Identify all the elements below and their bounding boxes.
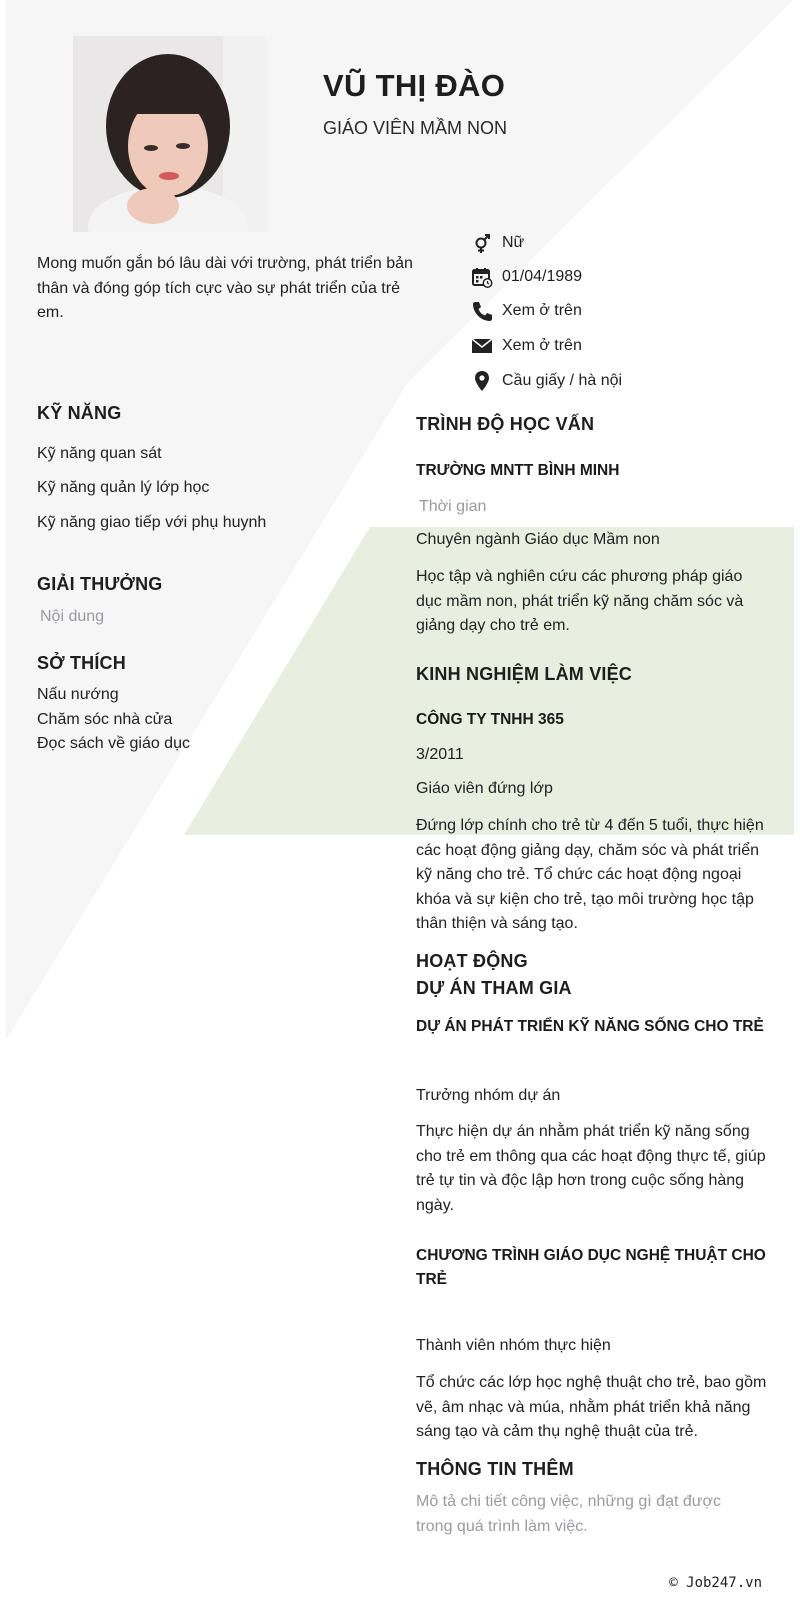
project-name: DỰ ÁN PHÁT TRIỂN KỸ NĂNG SỐNG CHO TRẺ — [416, 1018, 764, 1035]
education-description: Học tập và nghiên cứu các phương pháp giáo dục mầm non, phát triển kỹ năng chăm sóc và giảng dạy cho trẻ em. — [416, 568, 744, 634]
location-pin-icon — [470, 369, 494, 393]
awards-heading: GIẢI THƯỞNG — [37, 574, 163, 594]
project-role: Trưởng nhóm dự án — [416, 1087, 561, 1104]
awards-placeholder: Nội dung — [40, 608, 105, 625]
skill-item: Kỹ năng giao tiếp với phụ huynh — [37, 514, 267, 531]
job-title: GIÁO VIÊN MẦM NON — [323, 118, 508, 138]
address-value: Cầu giấy / hà nội — [502, 372, 623, 389]
phone-icon — [470, 299, 494, 323]
birthday-value: 01/04/1989 — [502, 268, 583, 285]
contact-email — [470, 333, 582, 359]
email-value: Xem ở trên — [502, 337, 582, 354]
hobby-item: Chăm sóc nhà cửa — [37, 711, 173, 728]
project-description: Tổ chức các lớp học nghệ thuật cho trẻ, bao gồm vẽ, âm nhạc và múa, nhằm phát triển khả năng sáng tạo và cảm thụ nghệ thuật của trẻ. — [416, 1374, 767, 1440]
additional-info-placeholder: Mô tả chi tiết công việc, những gì đạt được trong quá trình làm việc. — [416, 1493, 721, 1535]
school-name: TRƯỜNG MNTT BÌNH MINH — [416, 462, 620, 479]
hobby-item: Đọc sách về giáo dục — [37, 735, 190, 752]
experience-position: Giáo viên đứng lớp — [416, 780, 553, 797]
experience-heading: KINH NGHIỆM LÀM VIỆC — [416, 664, 633, 684]
skill-item: Kỹ năng quản lý lớp học — [37, 479, 210, 496]
experience-date: 3/2011 — [416, 746, 464, 763]
contact-birthday — [470, 264, 582, 290]
skills-heading: KỸ NĂNG — [37, 403, 122, 423]
contact-phone — [470, 298, 582, 324]
mail-icon — [470, 334, 494, 358]
company-name: CÔNG TY TNHH 365 — [416, 711, 564, 728]
contact-gender — [470, 230, 524, 256]
profile-photo — [73, 36, 267, 232]
hobbies-heading: SỞ THÍCH — [37, 653, 126, 673]
contact-address — [470, 368, 622, 394]
hobby-item: Nấu nướng — [37, 686, 119, 703]
experience-description: Đứng lớp chính cho trẻ từ 4 đến 5 tuổi, thực hiện các hoạt động giảng dạy, chăm sóc và phát triển kỹ năng cho trẻ. Tổ chức các hoạt động ngoại khóa và sự kiện cho trẻ, tạo môi trường học tập thân thiện và sáng tạo. — [416, 817, 764, 932]
career-objective: Mong muốn gắn bó lâu dài với trường, phát triển bản thân và đóng góp tích cực vào sự phát triển của trẻ em. — [37, 255, 413, 321]
gender-value: Nữ — [502, 234, 525, 251]
skill-item: Kỹ năng quan sát — [37, 445, 162, 462]
education-major: Chuyên ngành Giáo dục Mầm non — [416, 531, 660, 548]
project-name: CHƯƠNG TRÌNH GIÁO DỤC NGHỆ THUẬT CHO TRẺ — [416, 1247, 766, 1288]
calendar-icon — [470, 265, 494, 289]
education-heading: TRÌNH ĐỘ HỌC VẤN — [416, 414, 595, 434]
additional-info-heading: THÔNG TIN THÊM — [416, 1459, 574, 1479]
education-time-placeholder: Thời gian — [419, 498, 487, 515]
projects-subheading: DỰ ÁN THAM GIA — [416, 978, 572, 998]
gender-icon — [470, 231, 494, 255]
activities-heading: HOẠT ĐỘNG — [416, 951, 528, 971]
project-role: Thành viên nhóm thực hiện — [416, 1337, 611, 1354]
phone-value: Xem ở trên — [502, 302, 582, 319]
candidate-name: VŨ THỊ ĐÀO — [323, 68, 506, 103]
footer-watermark: © Job247.vn — [669, 1575, 762, 1591]
project-description: Thực hiện dự án nhằm phát triển kỹ năng sống cho trẻ em thông qua các hoạt động thực tế, giúp trẻ tự tin và độc lập hơn trong cuộc sống hàng ngày. — [416, 1123, 766, 1214]
